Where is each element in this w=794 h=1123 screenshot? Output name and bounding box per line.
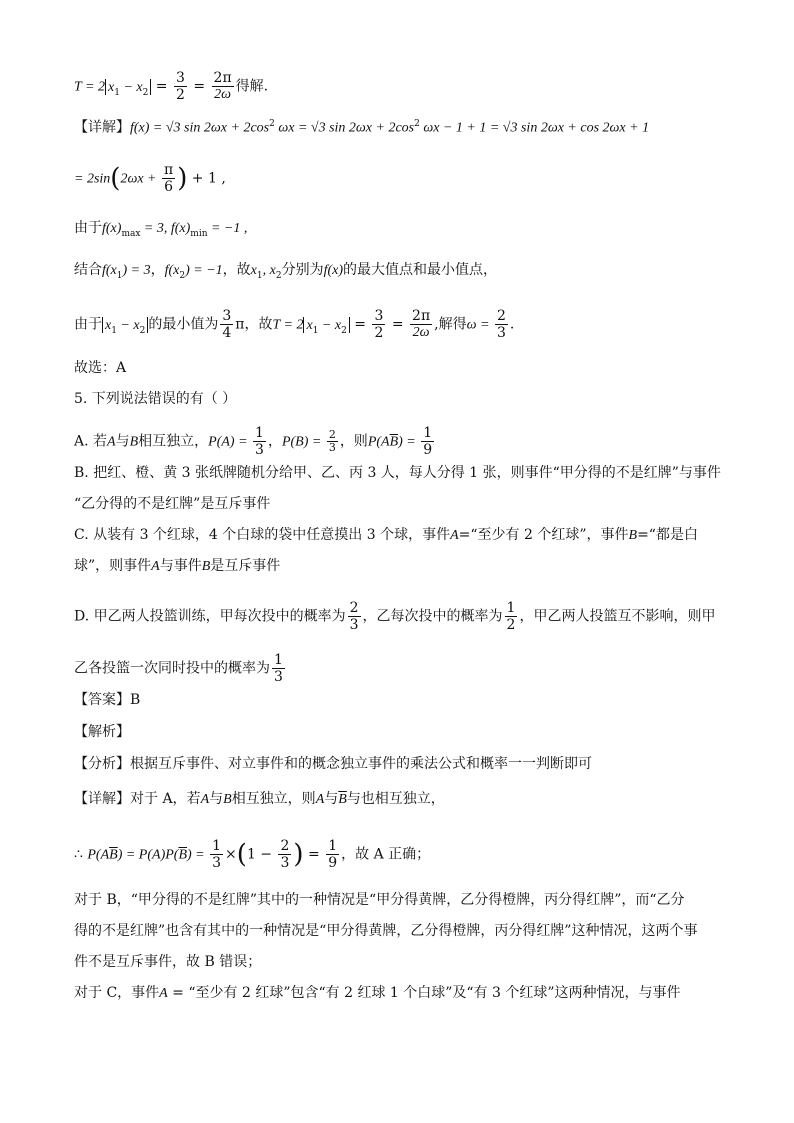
text-line-combine: 结合$f(x_1) = 3$，$f(x_2) = -1$，故$x_1$, $x_2$分别为f(x)的最大值点和最小值点， <box>74 262 498 281</box>
detail-line-expand: 【详解】f(x) = √3 $\sin 2\omega x + 2\cos^2$ ωx = √3 $\sin 2\omega x + 2\cos^2$ ωx − 1 + 1 = √3 sin 2ωx + cos 2ωx + 1 <box>74 119 650 136</box>
detail-line-c1: 对于 C，事件A = “至少有 2 红球”包含“有 2 红球 1 个白球”及“有 3 个红球”这两种情况，与事件 <box>74 985 681 1001</box>
analysis-label: 【解析】 <box>74 724 130 740</box>
option-c-line1: C. 从装有 3 个红球，4 个白球的袋中任意摸出 3 个球，事件A=“至少有 2 个红球”，事件B=“都是白 <box>74 527 698 543</box>
option-c-line2: 球”，则事件A与事件B是互斥事件 <box>74 558 281 574</box>
text-line-solve-omega: 由于 $x_1 - x_2$ 的最小值为 $\frac{3}{4}$ π，故T = 2 $x_1 - x_2$ = $\frac{3}{2}$ = $\frac{2\pi}{2\omega}$ ,解得ω = $\frac{2}{3}$ . <box>74 308 515 341</box>
detail-line-b3: 件不是互斥事件，故 B 错误； <box>74 954 262 970</box>
detail-line-b2: 得的不是红牌”也含有其中的一种情况是“甲分得黄牌，乙分得橙牌，丙分得红牌”这种情况，这两个事 <box>74 923 698 939</box>
option-d-line1: D. 甲乙两人投篮训练，甲每次投中的概率为 $\frac{2}{3}$ ，乙每次投中的概率为 $\frac{1}{2}$ ，甲乙两人投篮互不影响，则甲 <box>74 600 716 633</box>
text-line-maxmin: 由于$f(x)_{max} = 3$, $f(x)_{min} = -1$ , <box>74 220 248 239</box>
answer-choice-line: 故选：A <box>74 360 127 376</box>
formula-line-period: T = 2 $x_1 - x_2$ = $\frac{3}{2}$ = $\frac{2\pi}{2\omega}$ 得解. <box>74 70 269 103</box>
option-b-line2: “乙分得的不是红牌”是互斥事件 <box>74 496 271 512</box>
detail-line-b1: 对于 B，“甲分得的不是红牌”其中的一种情况是“甲分得黄牌，乙分得橙牌，丙分得红牌”，而“乙分 <box>74 892 685 908</box>
formula-line-prob: ∴ $P(A\overline{B}) = P(A)P(\overline{B})$ = $\frac{1}{3}$ ×(1 − $\frac{2}{3}$ ) = $\frac{1}{9}$ ，故 A 正确； <box>74 838 431 871</box>
option-a: A. 若A与B相互独立，P(A) = $\frac{1}{3}$ ，P(B) = $\frac{2}{3}$ ，则$P(A\overline{B})$ = $\frac{1}{9}$ <box>74 425 433 458</box>
formula-line-sin: = 2sin(2ωx + $\frac{\pi}{6}$ ) + 1 , <box>74 162 226 195</box>
detail-line-a: 【详解】对于 A，若A与B相互独立，则A与$\overline{B}$与也相互独立， <box>74 791 445 807</box>
answer-label: 【答案】B <box>74 692 141 708</box>
question-title: 5. 下列说法错误的有（ ） <box>74 391 237 407</box>
analysis-text: 【分析】根据互斥事件、对立事件和的概念独立事件的乘法公式和概率一一判断即可 <box>74 756 592 772</box>
option-d-line2: 乙各投篮一次同时投中的概率为 $\frac{1}{3}$ <box>74 652 283 685</box>
option-b-line1: B. 把红、橙、黄 3 张纸牌随机分给甲、乙、丙 3 人，每人分得 1 张，则事件“甲分得的不是红牌”与事件 <box>74 465 721 481</box>
